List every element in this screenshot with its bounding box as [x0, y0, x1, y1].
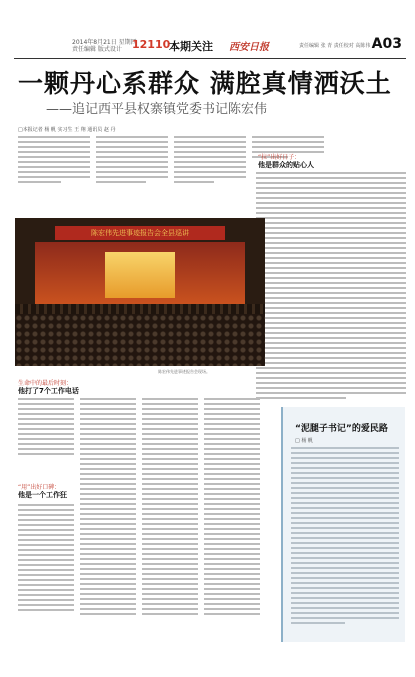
masthead-date [72, 39, 137, 53]
text-column-3 [174, 136, 246, 186]
hotline-logo: 12110 [132, 38, 171, 51]
text-column-8 [204, 398, 260, 618]
editor-line: 责任编辑 版式设计 [72, 46, 122, 53]
sidebar-author: □ 杨 帆 [295, 438, 313, 444]
paper-name: 西安日报 [229, 42, 269, 53]
masthead [14, 36, 406, 58]
stage [35, 242, 245, 304]
section-name: 本期关注 [169, 40, 213, 53]
page-number: A03 [371, 36, 402, 52]
sidebar-body [291, 447, 399, 627]
subheadline: ——追记西平县权寨镇党委书记陈宏伟 [46, 102, 268, 117]
stage-screen [105, 252, 175, 298]
text-column-7 [142, 398, 198, 618]
text-column-9 [18, 504, 74, 614]
date-line: 2014年8月21日 星期四 [72, 39, 137, 46]
section-2-title: 他是一个工作狂 [18, 491, 67, 499]
masthead-rule [14, 58, 406, 59]
conference-photo [15, 218, 265, 366]
masthead-meta: 责任编辑 张 青 责任校对 高陈伟 [299, 43, 371, 49]
sidebar-title: “泥腿子书记”的爱民路 [295, 424, 388, 434]
photo-caption: 陈宏伟先进事迹报告会现场。 [158, 369, 210, 374]
stage-banner: 陈宏伟先进事迹报告会全县巡讲 [55, 226, 225, 240]
audience [15, 314, 265, 366]
section-1-title: 他打了7个工作电话 [18, 387, 79, 395]
text-column-2 [96, 136, 168, 186]
section-3-title: 他是群众的贴心人 [258, 161, 314, 169]
text-column-6 [80, 398, 136, 618]
byline: □本报记者 杨 帆 实习生 王 翔 通讯员 赵 丹 [18, 127, 116, 133]
section-2-label: “用”出好口碑： [18, 484, 61, 491]
text-column-5 [18, 398, 74, 458]
text-column-right [256, 172, 406, 402]
text-column-1 [18, 136, 90, 186]
section-3-label: “拉”出好日子： [258, 154, 301, 161]
sidebar-commentary [281, 407, 405, 642]
section-1-label: 生命中的最后时刻： [18, 380, 73, 387]
headline: 一颗丹心系群众 满腔真情洒沃土 [18, 69, 392, 98]
